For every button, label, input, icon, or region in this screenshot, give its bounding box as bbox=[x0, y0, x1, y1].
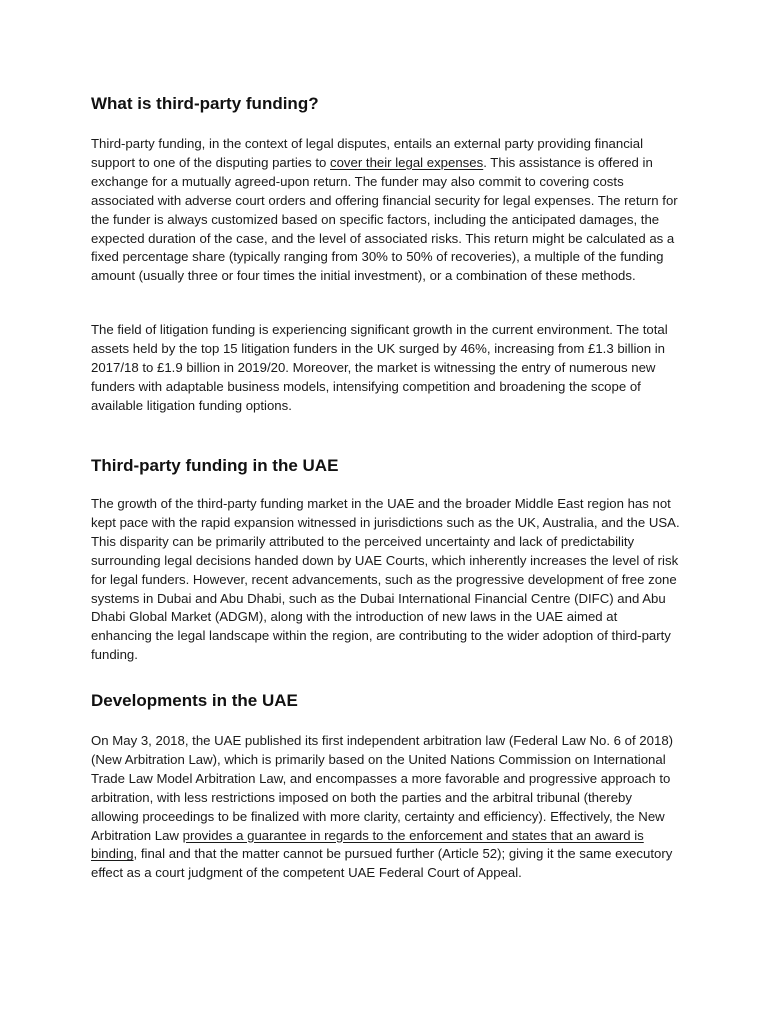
paragraph-text: , final and that the matter cannot be pursued further (Article 52); giving it the same executory effect as a court judgment of the competent UAE Federal Court of Appeal. bbox=[91, 846, 673, 881]
link-cover-legal-expenses[interactable]: cover their legal expenses bbox=[330, 154, 484, 170]
paragraph-uae-market: The growth of the third-party funding market in the UAE and the broader Middle East region has not kept pace with the rapid expansion witnessed in jurisdictions such as the UK, Australia, and the USA. This disparity can be primarily attributed to the perceived uncertainty and lack of predictability surrounding legal decisions handed down by UAE Courts, which inherently increases the level of risk for legal funders. However, recent advancements, such as the progressive development of free zone systems in Dubai and Abu Dhabi, such as the Dubai International Financial Centre (DIFC) and Abu Dhabi Global Market (ADGM), along with the introduction of new laws in the UAE aimed at enhancing the legal landscape within the region, are contributing to the wider adoption of third-party funding. bbox=[91, 496, 680, 663]
paragraph-arbitration-law bbox=[91, 732, 681, 883]
paragraph-definition bbox=[91, 135, 681, 286]
link-guarantee-enforcement[interactable]: provides a guarantee in regards to the enforcement and states that an award is binding bbox=[91, 827, 644, 862]
section-heading-developments-uae: Developments in the UAE bbox=[91, 691, 298, 710]
section-heading-third-party-funding-uae: Third-party funding in the UAE bbox=[91, 456, 339, 475]
section-heading-what-is-third-party-funding: What is third-party funding? bbox=[91, 94, 319, 113]
paragraph-text: . This assistance is offered in exchange for a mutually agreed-upon return. The funder may also commit to covering costs associated with adverse court orders and offering financial security for legal expenses. The return for the funder is always customized based on specific factors, including the anticipated damages, the expected duration of the case, and the level of associated risks. This return might be calculated as a fixed percentage share (typically ranging from 30% to 50% of recoveries), a multiple of the funding amount (usually three or four times the initial investment), or a combination of these methods. bbox=[91, 154, 678, 284]
paragraph-text: On May 3, 2018, the UAE published its first independent arbitration law (Federal Law No. 6 of 2018) (New Arbitration Law), which is primarily based on the United Nations Commission on International Trade Law Model Arbitration Law, and encompasses a more favorable and progressive approach to arbitration, with less restrictions imposed on both the parties and the arbitral tribunal (thereby allowing proceedings to be finalized with more clarity, certainty and efficiency). Effectively, the New Arbitration Law bbox=[91, 733, 674, 843]
paragraph-market-growth: The field of litigation funding is experiencing significant growth in the current environment. The total assets held by the top 15 litigation funders in the UK surged by 46%, increasing from £1.3 billion in 2017/18 to £1.9 billion in 2019/20. Moreover, the market is witnessing the entry of numerous new funders with adaptable business models, intensifying competition and broadening the scope of available litigation funding options. bbox=[91, 322, 668, 413]
paragraph-text: Third-party funding, in the context of legal disputes, entails an external party providing financial support to one of the disputing parties to bbox=[91, 136, 643, 170]
